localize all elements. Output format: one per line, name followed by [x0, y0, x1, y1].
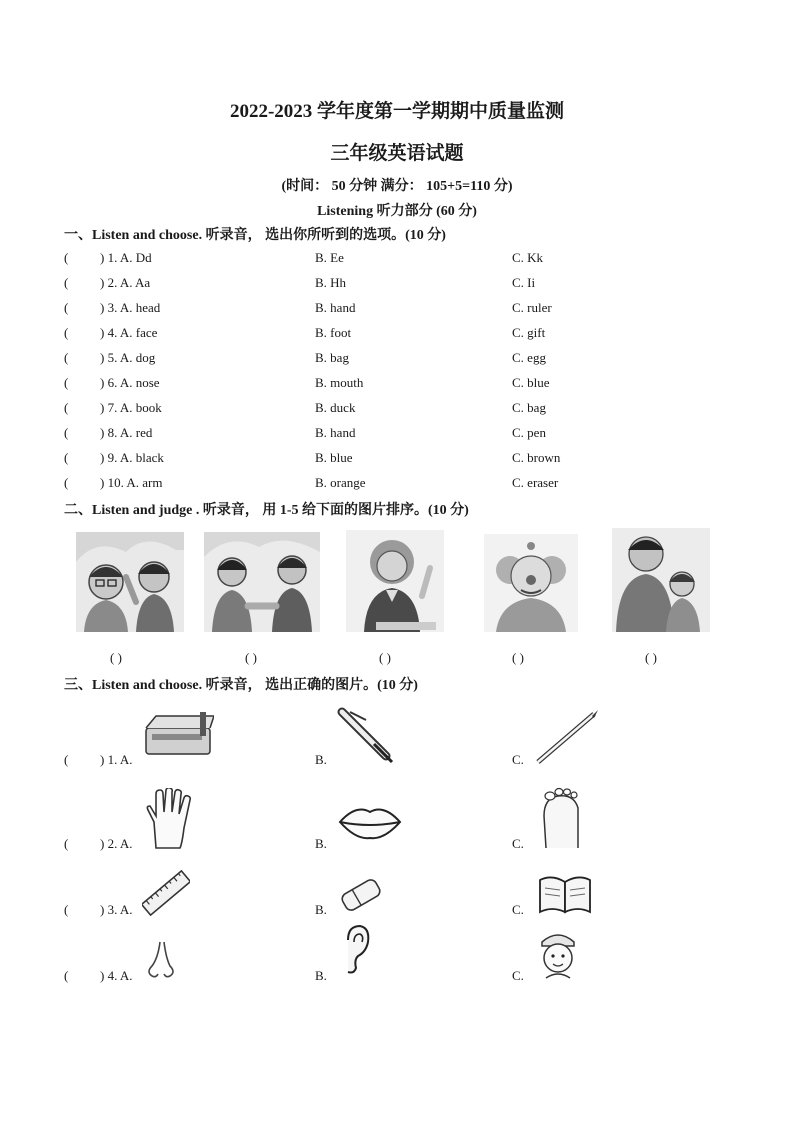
question-row [64, 375, 160, 391]
picture-foot [538, 786, 584, 848]
option-a: ) 3. A. head [100, 300, 161, 315]
option-c: C. [512, 752, 524, 767]
option-c: C. bag [512, 400, 546, 415]
picture-pen [336, 706, 394, 766]
option-b: B. blue [315, 450, 353, 465]
question-row [64, 450, 164, 466]
answer-blank[interactable]: ( [64, 300, 69, 315]
question-row [64, 275, 150, 291]
picture-hand [142, 788, 198, 850]
exam-meta: (时间： 50 分钟 满分： 105+5=110 分) [281, 179, 513, 194]
option-c: C. pen [512, 425, 546, 440]
answer-blank[interactable]: ( [64, 250, 69, 265]
option-b: B. hand [315, 300, 356, 315]
option-b: B. foot [315, 325, 352, 340]
order-blank-2[interactable]: ( ) [245, 650, 257, 665]
option-b: B. [315, 752, 327, 767]
picture-question-row [64, 968, 133, 984]
answer-blank[interactable]: ( [64, 968, 69, 983]
picture-clown [484, 534, 578, 632]
option-c: C. egg [512, 350, 546, 365]
order-blank-5[interactable]: ( ) [645, 650, 657, 665]
option-a: ) 6. A. nose [100, 375, 160, 390]
answer-blank[interactable]: ( [64, 375, 69, 390]
answer-blank[interactable]: ( [64, 275, 69, 290]
picture-mouth [336, 800, 404, 844]
option-c: C. Kk [512, 250, 544, 265]
exam-subtitle: 三年级英语试题 [330, 143, 464, 164]
order-blank-3[interactable]: ( ) [379, 650, 391, 665]
option-c: C. ruler [512, 300, 552, 315]
picture-pencil-box [142, 710, 214, 762]
option-a: ) 9. A. black [100, 450, 164, 465]
order-blank-1[interactable]: ( ) [110, 650, 122, 665]
picture-man-and-boy [612, 528, 710, 632]
answer-blank[interactable]: ( [64, 450, 69, 465]
exam-title: 2022-2023 学年度第一学期期中质量监测 [229, 101, 565, 122]
question-row [64, 300, 160, 316]
option-c: C. [512, 836, 524, 851]
option-c: C. eraser [512, 475, 559, 490]
picture-question-row [64, 836, 133, 852]
question-row [64, 250, 152, 266]
question-row [64, 475, 162, 491]
option-b: B. [315, 902, 327, 917]
option-c: C. Ii [512, 275, 536, 290]
option-a: ) 8. A. red [100, 425, 153, 440]
option-a: ) 3. A. [100, 902, 133, 917]
picture-face [536, 928, 580, 980]
picture-boys-waving [76, 532, 184, 632]
section3-heading: 三、Listen and choose. 听录音， 选出正确的图片。(10 分) [64, 678, 418, 693]
picture-ruler [142, 870, 190, 916]
option-a: ) 5. A. dog [100, 350, 156, 365]
answer-blank[interactable]: ( [64, 836, 69, 851]
option-b: B. Ee [315, 250, 344, 265]
picture-pencil [534, 708, 600, 766]
answer-blank[interactable]: ( [64, 902, 69, 917]
section1-heading: 一、Listen and choose. 听录音， 选出你所听到的选项。(10 分) [64, 228, 446, 243]
picture-eraser [338, 876, 384, 914]
option-b: B. [315, 968, 327, 983]
order-blank-4[interactable]: ( ) [512, 650, 524, 665]
answer-blank[interactable]: ( [64, 425, 69, 440]
picture-question-row [64, 752, 133, 768]
picture-nose [144, 940, 178, 980]
answer-blank[interactable]: ( [64, 325, 69, 340]
option-a: ) 4. A. face [100, 325, 158, 340]
answer-blank[interactable]: ( [64, 752, 69, 767]
part-heading: Listening 听力部分 (60 分) [317, 204, 477, 219]
option-a: ) 1. A. Dd [100, 250, 152, 265]
option-a: ) 2. A. Aa [100, 275, 151, 290]
option-a: ) 1. A. [100, 752, 133, 767]
option-a: ) 4. A. [100, 968, 133, 983]
answer-blank[interactable]: ( [64, 400, 69, 415]
answer-blank[interactable]: ( [64, 475, 69, 490]
section2-heading: 二、Listen and judge . 听录音， 用 1-5 给下面的图片排序。(10 分) [64, 503, 469, 518]
option-a: ) 2. A. [100, 836, 133, 851]
picture-question-row [64, 902, 133, 918]
option-c: C. gift [512, 325, 546, 340]
picture-book [536, 872, 594, 916]
picture-teacher [346, 530, 444, 632]
option-a: ) 7. A. book [100, 400, 162, 415]
option-c: C. [512, 968, 524, 983]
picture-ear [340, 924, 372, 976]
option-a: ) 10. A. arm [100, 475, 163, 490]
option-c: C. [512, 902, 524, 917]
option-b: B. duck [315, 400, 356, 415]
answer-blank[interactable]: ( [64, 350, 69, 365]
option-b: B. hand [315, 425, 356, 440]
option-c: C. brown [512, 450, 561, 465]
question-row [64, 425, 152, 441]
option-c: C. blue [512, 375, 550, 390]
question-row [64, 325, 157, 341]
option-b: B. bag [315, 350, 349, 365]
option-b: B. orange [315, 475, 366, 490]
question-row [64, 350, 155, 366]
option-b: B. mouth [315, 375, 364, 390]
picture-boys-shaking-hands [204, 532, 320, 632]
option-b: B. [315, 836, 327, 851]
question-row [64, 400, 162, 416]
option-b: B. Hh [315, 275, 347, 290]
